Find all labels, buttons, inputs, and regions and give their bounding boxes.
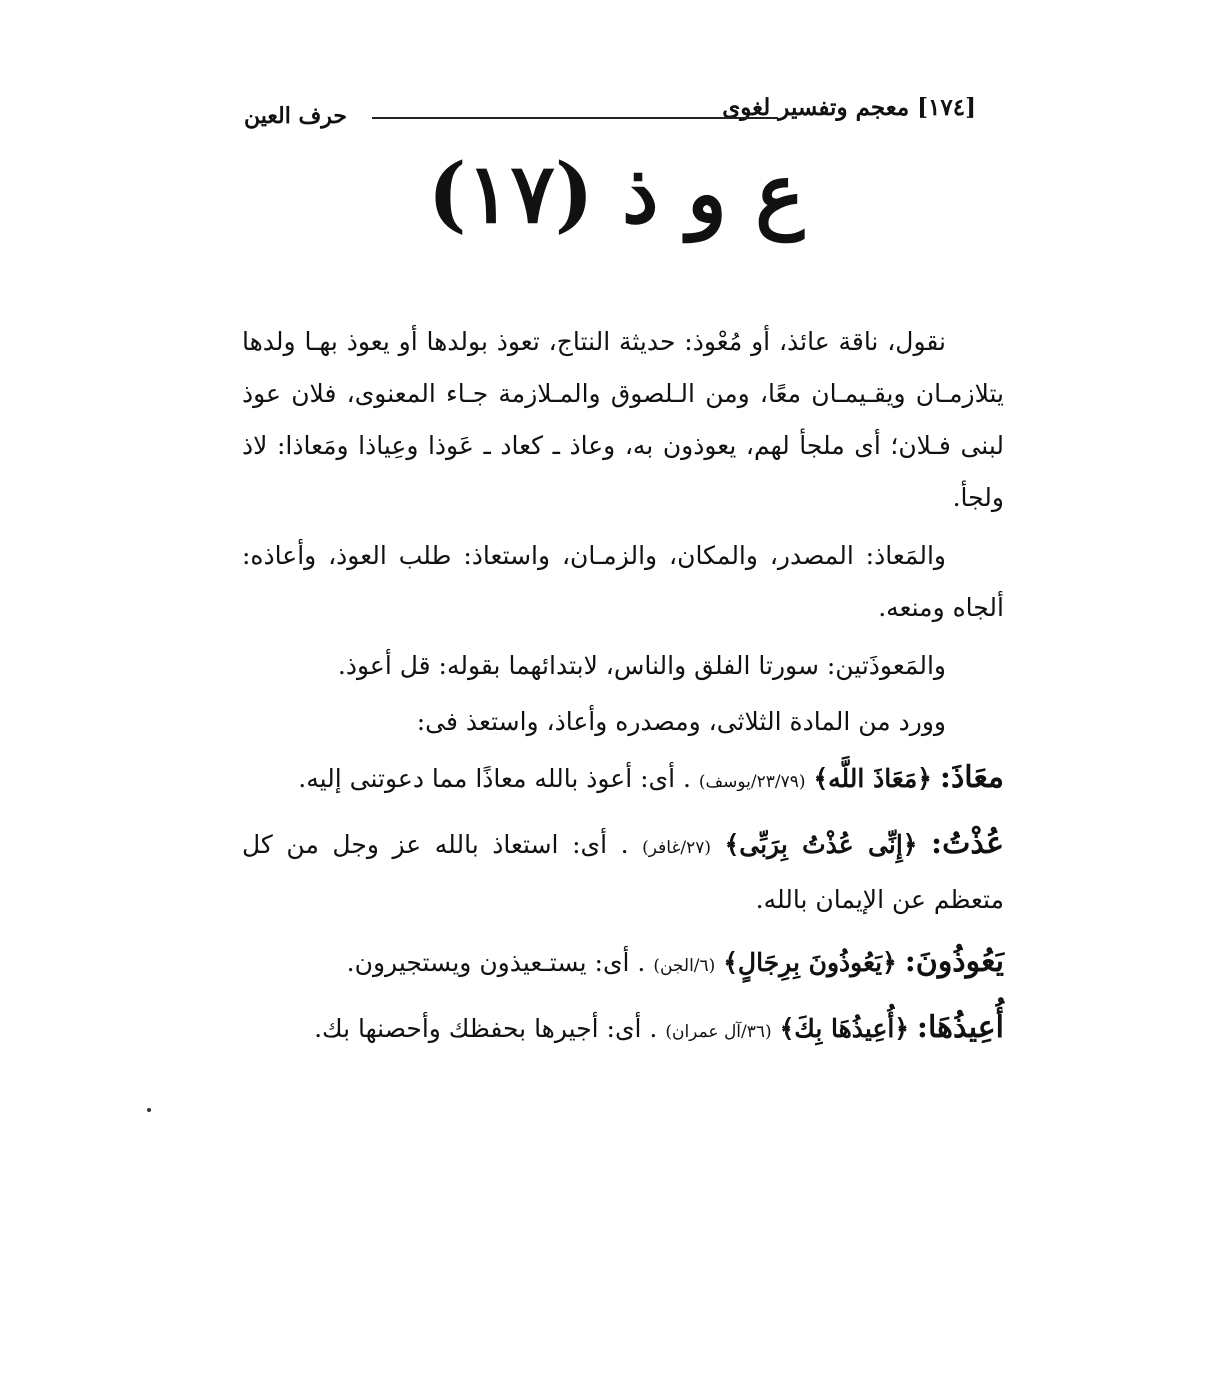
verse-reference: (٢٧/غافر) — [642, 838, 711, 858]
header-rule — [372, 117, 778, 119]
usage-entry — [242, 818, 1004, 926]
gloss: . أى: استعاذ بالله عز وجل من كل متعظم عن الإيمان بالله. — [242, 830, 1004, 914]
entry-title: ع و ذ (١٧) — [427, 146, 805, 242]
usage-entry — [242, 936, 1004, 992]
gloss: . أى: أعوذ بالله معاذًا مما دعوتنى إليه. — [298, 764, 691, 793]
entry-body — [242, 316, 1004, 1068]
usage-entry — [242, 1002, 1004, 1058]
verse-reference: (٦/الجن) — [653, 956, 716, 976]
paragraph: وورد من المادة الثلاثى، ومصدره وأعاذ، واستعذ فى: — [416, 707, 946, 736]
scan-speck — [147, 1108, 151, 1112]
running-header-section: حرف العين — [244, 103, 348, 129]
paragraph: والمَعوذَتين: سورتا الفلق والناس، لابتدائهما بقوله: قل أعوذ. — [337, 651, 946, 680]
lemma: معَاذَ: — [939, 760, 1004, 795]
quran-quote: ﴿مَعَاذَ اللَّه﴾ — [813, 764, 932, 793]
paragraph: نقول، ناقة عائذ، أو مُعْوذ: حديثة النتاج، تعوذ بولدها أو يعوذ بهـا ولدها يتلازمـان ويقـيمـان معًا، ومن الـلصوق والمـلازمة جـاء المعنوى، فلان عوذ لبنى فـلان؛ أى ملجأ لهم، يعوذون به، وعاذ ـ كعاد ـ عَوذا وعِياذا ومَعاذا: لاذ ولجأ. — [242, 327, 1004, 512]
running-header-title: [١٧٤] معجم وتفسير لغوى — [722, 94, 976, 121]
quran-quote: ﴿إِنِّى عُذْتُ بِرَبِّى﴾ — [724, 830, 918, 859]
verse-reference: (٢٣/٧٩/يوسف) — [698, 772, 806, 792]
lemma: أُعِيذُهَا: — [916, 1010, 1004, 1045]
gloss: . أى: يستـعيذون ويستجيرون. — [346, 948, 646, 977]
quran-quote: ﴿أُعِيذُهَا بِكَ﴾ — [779, 1014, 909, 1043]
paragraph: والمَعاذ: المصدر، والمكان، والزمـان، واستعاذ: طلب العوذ، وأعاذه: ألجاه ومنعه. — [242, 541, 1004, 622]
usage-entry — [242, 752, 1004, 808]
verse-reference: (٣٦/آل عمران) — [665, 1022, 772, 1042]
lemma: عُذْتُ: — [931, 826, 1004, 861]
gloss: . أى: أجيرها بحفظك وأحصنها بك. — [314, 1014, 658, 1043]
quran-quote: ﴿يَعُوذُونَ بِرِجَالٍ﴾ — [723, 948, 897, 977]
lemma: يَعُوذُونَ: — [904, 944, 1004, 979]
